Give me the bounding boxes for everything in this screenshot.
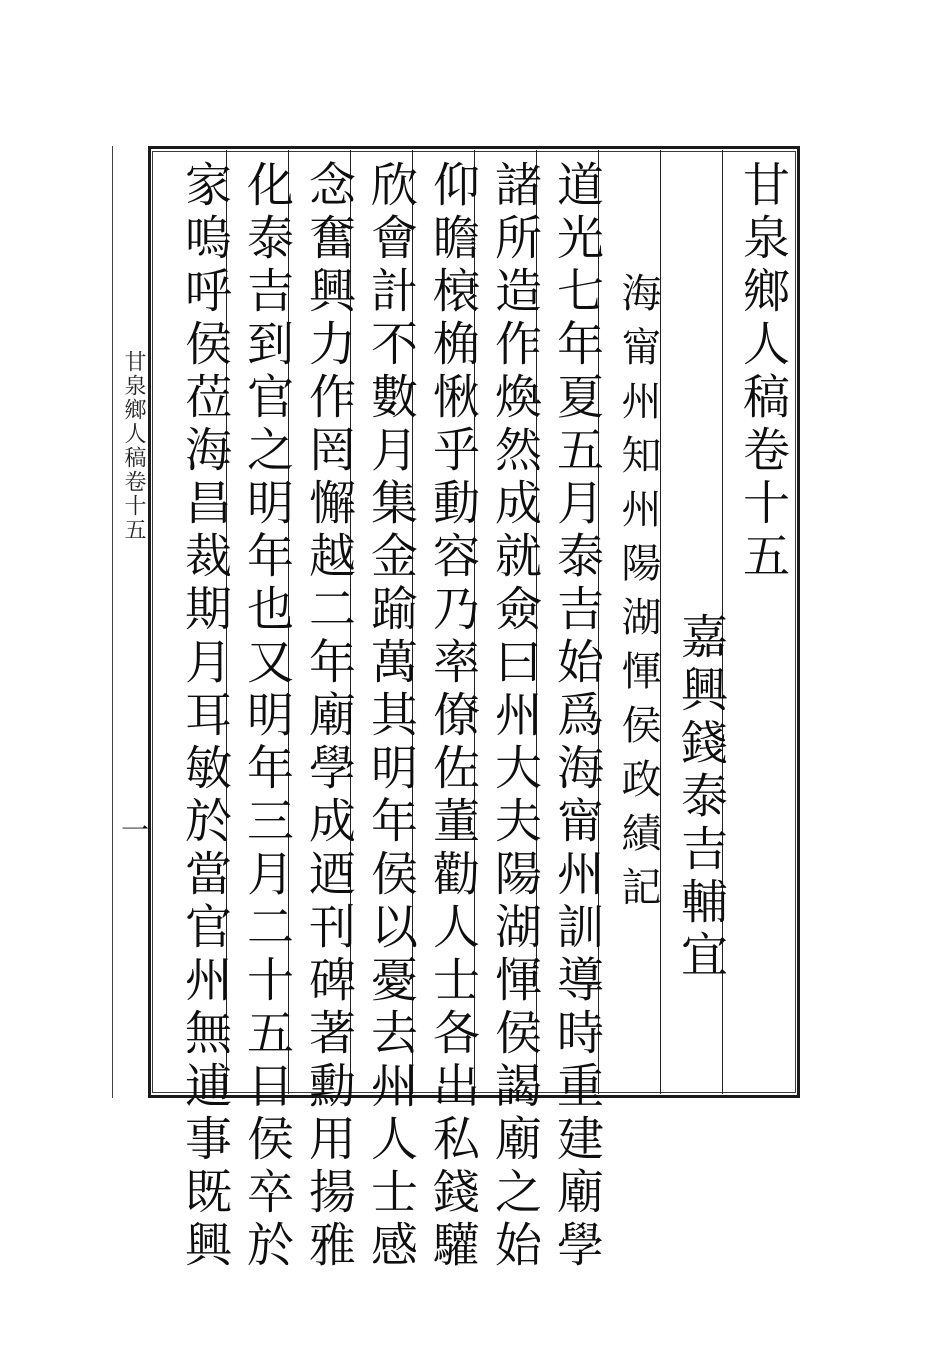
volume-title: 甘泉鄉人稿卷十五 [735, 160, 790, 584]
text-column: 欣會計不數月集金踰萬其明年侯以憂去州人士感 [363, 160, 418, 1273]
folio-number: 一 [117, 815, 150, 847]
text-column: 仰瞻榱桷愀乎動容乃率僚佐董勸人士各出私錢驩 [425, 160, 480, 1273]
text-column: 道光七年夏五月泰吉始爲海甯州訓導時重建廟學 [549, 160, 604, 1273]
author-line: 嘉興錢泰吉輔宜 [673, 612, 728, 983]
text-column: 家嗚呼侯莅海昌裁期月耳敏於當官州無逋事既興 [177, 160, 232, 1273]
text-column: 化泰吉到官之明年也又明年三月二十五日侯卒於 [239, 160, 294, 1273]
text-column: 念奮興力作罔懈越二年廟學成迺刊碑著勳用揚雅 [301, 160, 356, 1273]
margin-column [112, 146, 152, 1098]
essay-title: 海甯州知州陽湖惲侯政績記 [615, 272, 661, 920]
margin-title: 甘泉鄉人稿卷十五 [121, 350, 146, 542]
text-column: 諸所造作煥然成就僉曰州大夫陽湖惲侯謁廟之始 [487, 160, 542, 1273]
